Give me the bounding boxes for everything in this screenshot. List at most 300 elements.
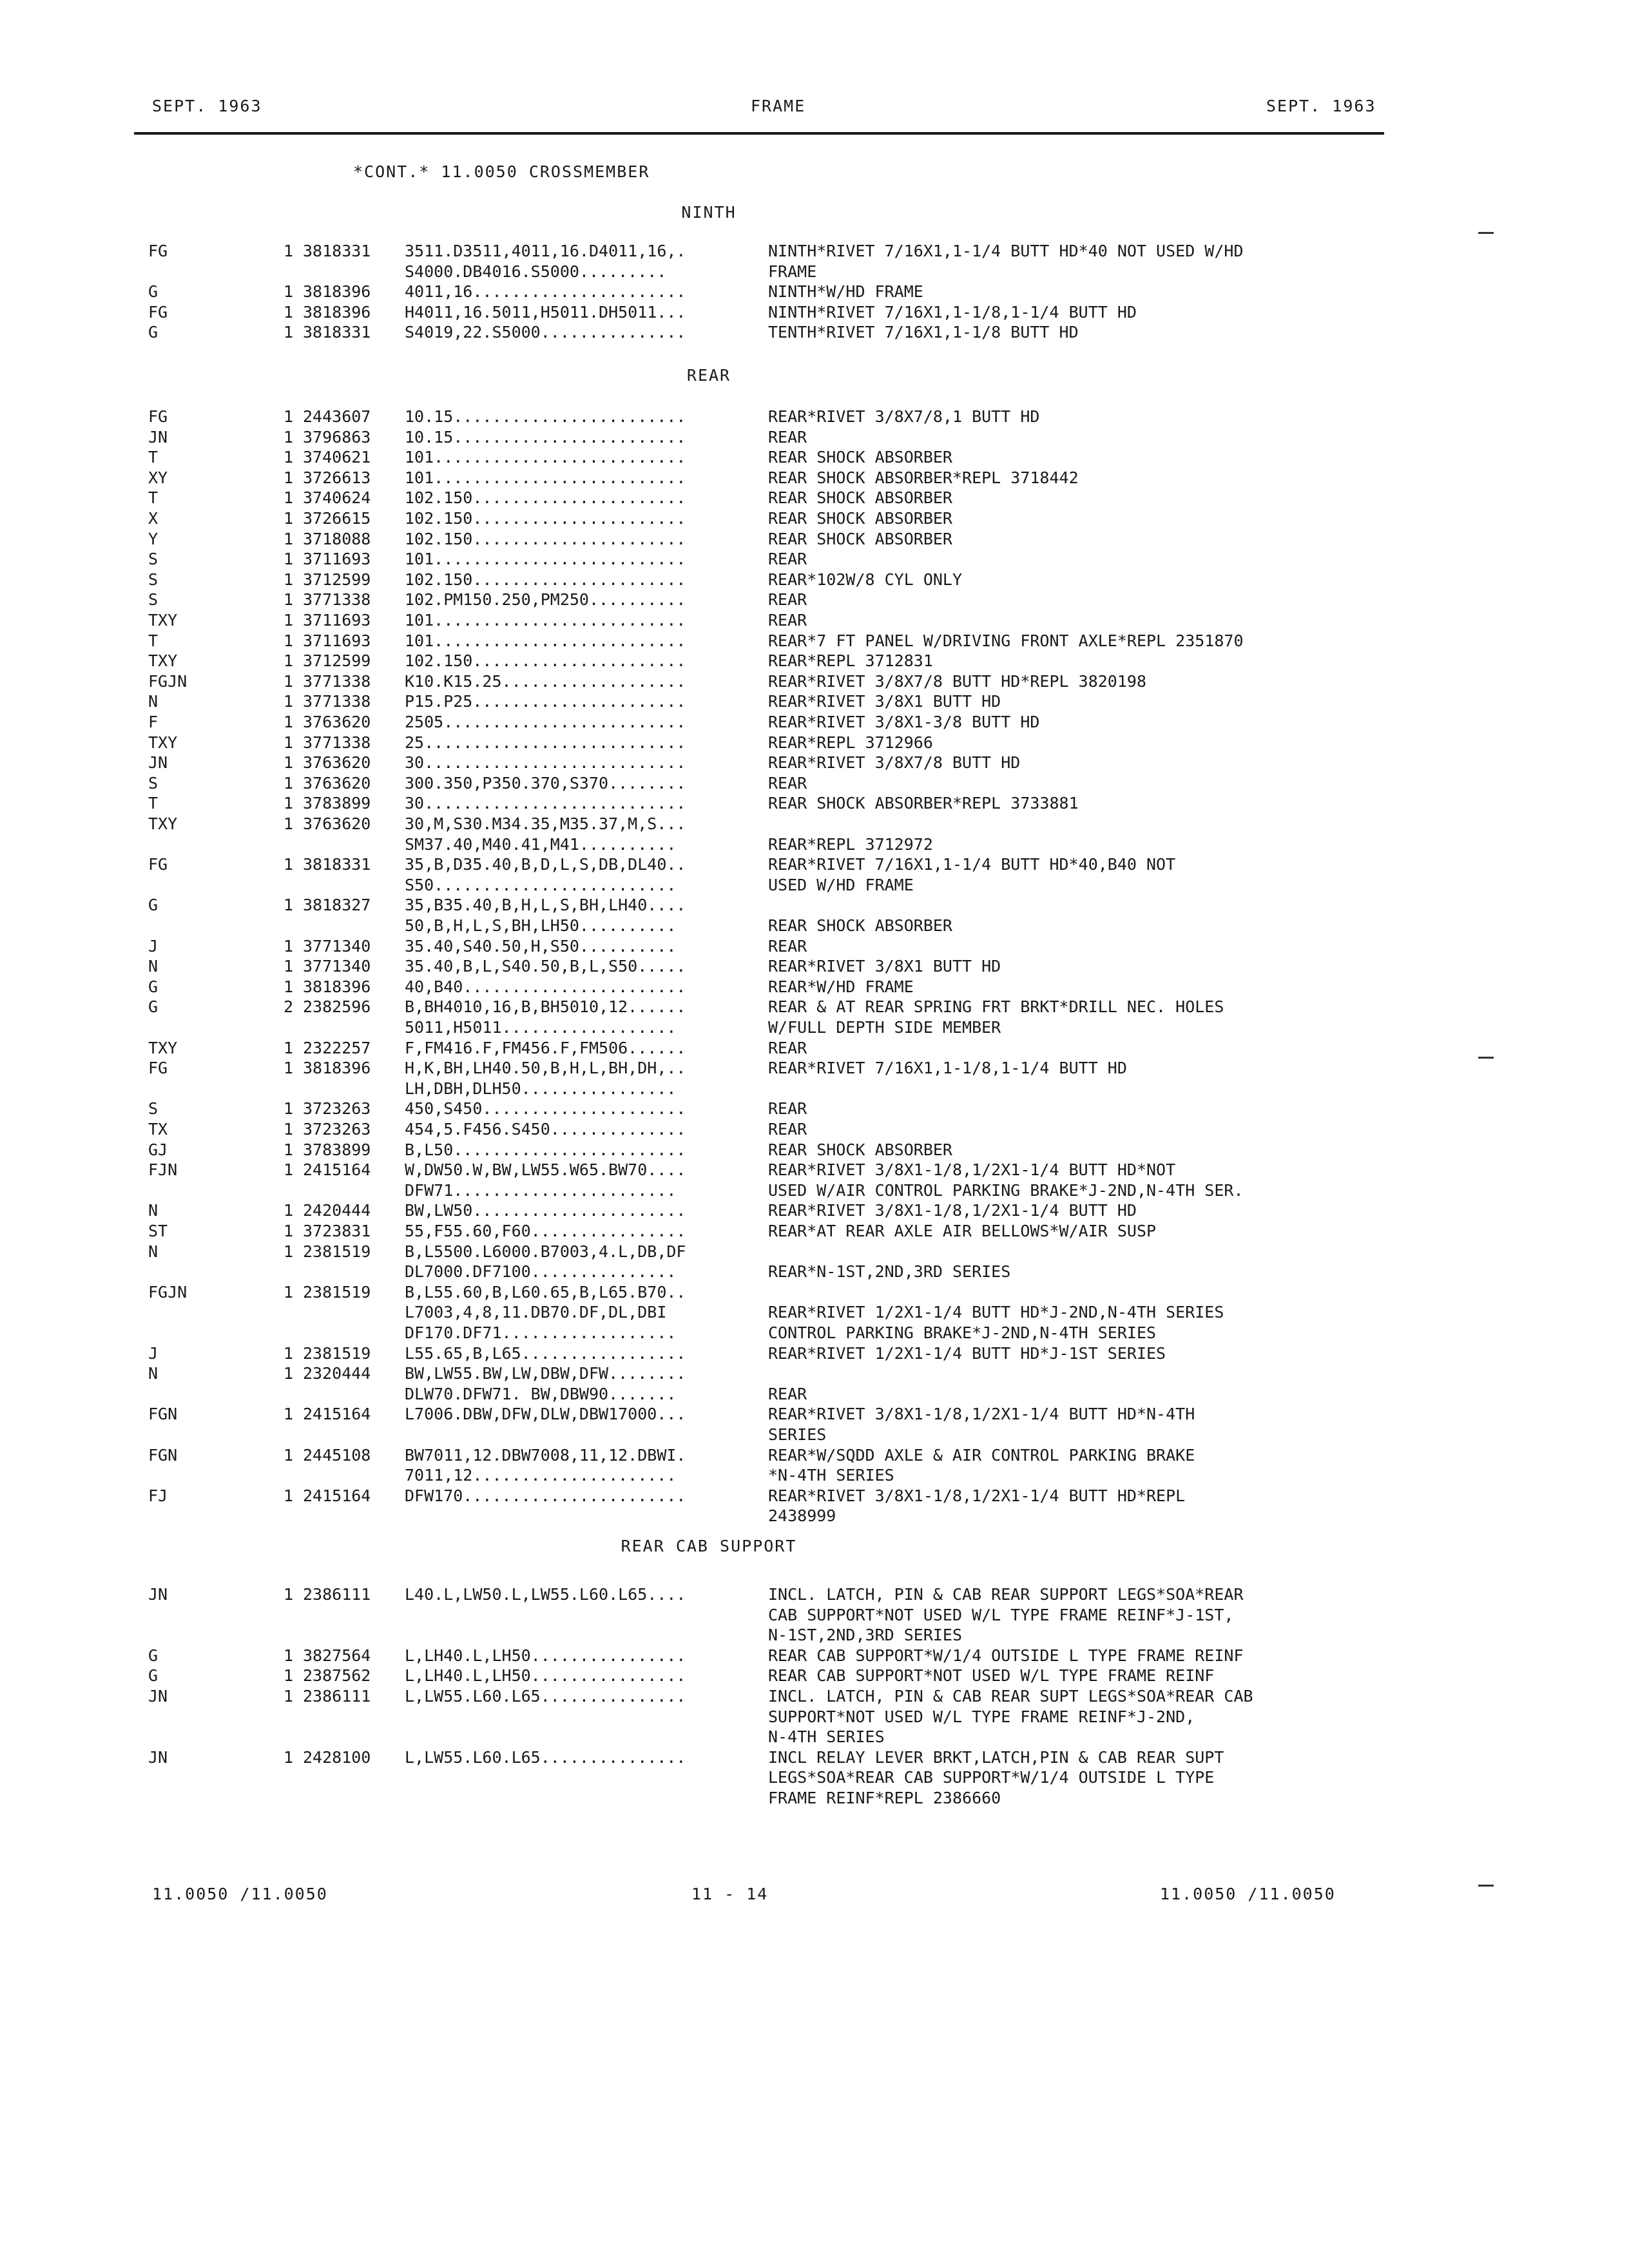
cell-part: 3818396 [303,282,371,302]
cell-app: L40.L,LW50.L,LW55.L60.L65.... [405,1585,686,1604]
table-row [0,590,1418,610]
cell-part: 3818331 [303,323,371,342]
cell-code: JN [148,1747,168,1767]
table-row [0,1666,1418,1686]
cell-desc: REAR*W/HD FRAME [768,977,914,996]
cell-app: 2505......................... [405,713,686,731]
cell-app: 25........................... [405,733,686,752]
cell-qty: 1 [284,814,294,833]
table-row [0,733,1418,753]
cell-part: 3818327 [303,896,371,915]
cell-part: 3771340 [303,957,371,976]
cell-desc: REAR SHOCK ABSORBER [768,1140,952,1159]
cell-app: B,BH4010,16,B,BH5010,12...... [405,997,686,1017]
cell-qty: 1 [284,242,294,260]
table-row [0,1506,1418,1526]
cell-qty: 1 [284,753,294,773]
table-row [0,1201,1418,1221]
cell-part: 3763620 [303,814,371,833]
cell-desc: REAR*RIVET 7/16X1,1-1/4 BUTT HD*40,B40 NOT [768,855,1176,874]
cell-desc: REAR*102W/8 CYL ONLY [768,570,963,589]
cell-qty: 1 [284,468,294,487]
cell-code: FG [148,242,168,260]
cell-part: 3723263 [303,1099,371,1119]
cell-desc: REAR*RIVET 3/8X1-1/8,1/2X1-1/4 BUTT HD*REPL [768,1486,1186,1505]
cell-code: G [148,1646,159,1665]
cell-app: 55,F55.60,F60................ [405,1222,686,1240]
table-row [0,448,1418,468]
table-row [0,468,1418,488]
cell-code: TXY [148,733,178,752]
table-row [0,1687,1418,1707]
table-row [0,1385,1418,1405]
cell-qty: 1 [284,1282,294,1302]
cell-desc: REAR*RIVET 3/8X1 BUTT HD [768,957,1001,976]
cell-desc: REAR [768,936,807,956]
cell-part: 3827564 [303,1646,371,1665]
cell-desc: LEGS*SOA*REAR CAB SUPPORT*W/1/4 OUTSIDE L TYPE [768,1768,1215,1787]
cell-desc: REAR*REPL 3712831 [768,651,933,671]
cell-desc: REAR SHOCK ABSORBER [768,448,952,467]
cell-code: FG [148,407,168,426]
cell-part: 3796863 [303,427,371,447]
cell-code: G [148,977,159,996]
cell-desc: REAR [768,1120,807,1139]
table-row [0,1222,1418,1242]
cell-part: 2415164 [303,1160,371,1180]
cell-desc: REAR*RIVET 3/8X7/8 BUTT HD [768,753,1021,773]
cell-part: 3818396 [303,977,371,996]
table-row [0,323,1418,343]
cell-app: 102.PM150.250,PM250.......... [405,590,686,610]
table-row [0,1405,1418,1425]
cell-code: G [148,896,159,915]
cell-desc: REAR*REPL 3712966 [768,733,933,752]
table-row [0,1140,1418,1160]
cell-desc: REAR*7 FT PANEL W/DRIVING FRONT AXLE*REPL 2351870 [768,631,1244,650]
cell-app: BW7011,12.DBW7008,11,12.DBWI. [405,1445,686,1465]
cell-code: X [148,509,159,528]
cell-part: 2428100 [303,1747,371,1767]
cell-code: FGJN [148,1282,188,1302]
cell-part: 3711693 [303,611,371,629]
table-row [0,1486,1418,1506]
table-row [0,1099,1418,1119]
cell-desc: REAR*RIVET 3/8X7/8,1 BUTT HD [768,407,1040,426]
cell-code: S [148,550,159,569]
cell-app: L,LH40.L,LH50................ [405,1646,686,1665]
cell-desc: REAR SHOCK ABSORBER*REPL 3733881 [768,794,1079,813]
cell-qty: 1 [284,529,294,548]
cell-app: BW,LW50...................... [405,1201,686,1220]
cell-app: BW,LW55.BW,LW,DBW,DFW........ [405,1364,686,1383]
cell-qty: 2 [284,997,294,1017]
table-row [0,1039,1418,1059]
cell-desc: 2438999 [768,1506,836,1526]
cell-code: N [148,957,159,976]
cell-code: J [148,1343,159,1363]
cell-desc: *N-4TH SERIES [768,1466,894,1485]
cell-app: S4000.DB4016.S5000......... [405,262,667,281]
cell-app: 101.......................... [405,468,686,487]
cell-qty: 1 [284,1445,294,1465]
cell-part: 3818331 [303,242,371,260]
cell-code: T [148,448,159,467]
cell-desc: REAR CAB SUPPORT*W/1/4 OUTSIDE L TYPE FRAME REINF [768,1646,1244,1665]
table-row [0,1323,1418,1343]
cell-qty: 1 [284,1666,294,1686]
table-row [0,488,1418,508]
page-number: 11 - 14 [691,1885,769,1903]
table-row [0,835,1418,855]
cell-code: N [148,1242,159,1261]
cell-qty: 1 [284,282,294,302]
cell-app: 40,B40....................... [405,977,686,996]
table-row [0,937,1418,957]
cell-qty: 1 [284,1646,294,1665]
cell-desc: REAR*RIVET 3/8X1-1/8,1/2X1-1/4 BUTT HD [768,1201,1137,1220]
cell-app: 102.150...................... [405,651,686,671]
cell-desc: REAR*W/SQDD AXLE & AIR CONTROL PARKING BRAKE [768,1445,1195,1465]
cell-qty: 1 [284,1059,294,1078]
cell-app: 35.40,S40.50,H,S50.......... [405,936,677,956]
cell-qty: 1 [284,1364,294,1383]
cell-desc: REAR [768,1099,807,1119]
table-row [0,428,1418,448]
cell-part: 2415164 [303,1405,371,1424]
cell-desc: REAR [768,611,807,629]
cell-part: 3763620 [303,753,371,773]
section-title: REAR CAB SUPPORT [621,1537,797,1555]
table-row [0,916,1418,936]
table-row [0,1283,1418,1303]
cell-app: L7003,4,8,11.DB70.DF,DL,DBI [405,1303,667,1322]
cell-part: 3726615 [303,509,371,528]
table-row [0,957,1418,977]
cell-code: TXY [148,651,178,671]
cell-app: H4011,16.5011,H5011.DH5011... [405,302,686,322]
cell-qty: 1 [284,1099,294,1119]
cell-code: J [148,936,159,956]
cell-qty: 1 [284,733,294,752]
cell-desc: CONTROL PARKING BRAKE*J-2ND,N-4TH SERIES [768,1323,1157,1342]
cell-code: S [148,773,159,793]
footer-ref-right: 11.0050 /11.0050 [1160,1885,1336,1903]
cell-part: 2386111 [303,1585,371,1604]
cell-desc: FRAME REINF*REPL 2386660 [768,1789,1001,1807]
table-row [0,876,1418,896]
table-row [0,1181,1418,1201]
cell-part: 2443607 [303,407,371,426]
table-row [0,1768,1418,1788]
cell-desc: REAR [768,773,807,793]
cell-code: TXY [148,1038,178,1057]
cell-desc: INCL. LATCH, PIN & CAB REAR SUPT LEGS*SOA*REAR CAB [768,1687,1253,1706]
cell-desc: USED W/HD FRAME [768,875,914,894]
cell-app: 102.150...................... [405,509,686,528]
cell-desc: USED W/AIR CONTROL PARKING BRAKE*J-2ND,N-4TH SER. [768,1180,1244,1200]
cell-code: G [148,282,159,302]
header-title: FRAME [751,97,806,115]
cell-code: TX [148,1120,168,1139]
cell-part: 2445108 [303,1445,371,1465]
cell-app: 101.......................... [405,611,686,629]
cell-code: T [148,794,159,813]
cell-app: H,K,BH,LH40.50,B,H,L,BH,DH,.. [405,1059,686,1078]
cell-part: 3711693 [303,631,371,650]
cell-qty: 1 [284,1120,294,1139]
cell-desc: REAR*RIVET 7/16X1,1-1/8,1-1/4 BUTT HD [768,1059,1127,1078]
cell-desc: W/FULL DEPTH SIDE MEMBER [768,1018,1001,1037]
cell-qty: 1 [284,1585,294,1604]
cell-part: 3771338 [303,733,371,752]
cell-app: 101.......................... [405,631,686,650]
cell-qty: 1 [284,323,294,342]
cell-app: 5011,H5011.................. [405,1018,677,1037]
table-row [0,1344,1418,1364]
cell-app: L7006.DBW,DFW,DLW,DBW17000... [405,1405,686,1424]
cell-desc: REAR*RIVET 3/8X7/8 BUTT HD*REPL 3820198 [768,671,1146,691]
cell-qty: 1 [284,1201,294,1220]
cell-code: TXY [148,814,178,833]
table-row [0,407,1418,427]
table-row [0,1789,1418,1809]
cell-qty: 1 [284,407,294,426]
table-row [0,611,1418,631]
table-row [0,550,1418,570]
cell-code: Y [148,529,159,548]
cell-desc: REAR*RIVET 1/2X1-1/4 BUTT HD*J-2ND,N-4TH SERIES [768,1303,1224,1322]
table-row [0,1446,1418,1466]
cell-qty: 1 [284,936,294,956]
cell-desc: CAB SUPPORT*NOT USED W/L TYPE FRAME REINF*J-1ST, [768,1605,1234,1624]
cell-app: 101.......................... [405,448,686,467]
cell-part: 3740621 [303,448,371,467]
table-row [0,1120,1418,1140]
cell-part: 3783899 [303,1140,371,1159]
table-row [0,977,1418,997]
cell-qty: 1 [284,1140,294,1159]
cell-app: 300.350,P350.370,S370........ [405,773,686,793]
cell-code: JN [148,1585,168,1604]
cell-code: FJ [148,1486,168,1505]
section-title: NINTH [681,203,737,222]
cell-desc: REAR [768,427,807,447]
table-row [0,774,1418,794]
cell-desc: SERIES [768,1425,827,1444]
cell-app: 450,S450..................... [405,1099,686,1119]
cell-code: N [148,692,159,711]
cell-app: 10.15........................ [405,427,686,447]
table-row [0,530,1418,550]
cell-code: FG [148,1059,168,1078]
cell-code: TXY [148,611,178,629]
cell-desc: REAR SHOCK ABSORBER [768,916,952,935]
cell-app: 454,5.F456.S450.............. [405,1120,686,1139]
cell-desc: REAR [768,550,807,569]
cell-code: XY [148,468,168,487]
cell-app: DFW71....................... [405,1180,677,1200]
continuation-heading: *CONT.* 11.0050 CROSSMEMBER [353,162,650,181]
table-row [0,1364,1418,1384]
cell-app: 30........................... [405,753,686,773]
table-row [0,1242,1418,1262]
table-row [0,1646,1418,1666]
cell-desc: N-4TH SERIES [768,1727,885,1747]
cell-qty: 1 [284,509,294,528]
cell-code: JN [148,427,168,447]
cell-part: 2386111 [303,1687,371,1706]
cell-desc: REAR*REPL 3712972 [768,834,933,854]
cell-desc: INCL. LATCH, PIN & CAB REAR SUPPORT LEGS*SOA*REAR [768,1585,1244,1604]
cell-app: 10.15........................ [405,407,686,426]
cell-app: F,FM416.F,FM456.F,FM506...... [405,1038,686,1057]
cell-code: JN [148,753,168,773]
cell-part: 3723831 [303,1222,371,1240]
cell-part: 2382596 [303,997,371,1017]
cell-app: 30........................... [405,794,686,813]
cell-app: 3511.D3511,4011,16.D4011,16,. [405,242,686,260]
cell-desc: NINTH*RIVET 7/16X1,1-1/8,1-1/4 BUTT HD [768,302,1137,322]
cell-app: K10.K15.25................... [405,671,686,691]
table-row [0,997,1418,1017]
cell-code: ST [148,1222,168,1240]
table-row [0,303,1418,323]
cell-app: B,L5500.L6000.B7003,4.L,DB,DF [405,1242,686,1261]
cell-desc: REAR*RIVET 3/8X1-1/8,1/2X1-1/4 BUTT HD*NOT [768,1160,1176,1180]
cell-part: 2322257 [303,1038,371,1057]
margin-mark [1478,1885,1494,1887]
cell-desc: REAR SHOCK ABSORBER [768,529,952,548]
cell-qty: 1 [284,550,294,569]
cell-part: 3740624 [303,488,371,508]
cell-app: DFW170....................... [405,1486,686,1505]
table-row [0,672,1418,692]
cell-qty: 1 [284,896,294,915]
table-row [0,1079,1418,1099]
cell-app: L,LW55.L60.L65............... [405,1687,686,1706]
cell-qty: 1 [284,794,294,813]
cell-qty: 1 [284,692,294,711]
header-date-right: SEPT. 1963 [1266,97,1376,115]
cell-desc: REAR SHOCK ABSORBER [768,488,952,508]
cell-qty: 1 [284,1242,294,1261]
table-row [0,1585,1418,1605]
cell-part: 2381519 [303,1343,371,1363]
cell-app: S4019,22.S5000............... [405,323,686,342]
table-row [0,1466,1418,1486]
cell-qty: 1 [284,448,294,467]
cell-app: 102.150...................... [405,570,686,589]
cell-qty: 1 [284,611,294,629]
cell-desc: REAR SHOCK ABSORBER [768,509,952,528]
cell-desc: REAR [768,1038,807,1057]
cell-app: LH,DBH,DLH50................ [405,1079,677,1098]
table-row [0,1059,1418,1079]
cell-app: L,LH40.L,LH50................ [405,1666,686,1686]
cell-app: 102.150...................... [405,488,686,508]
table-row [0,855,1418,875]
cell-app: L,LW55.L60.L65............... [405,1747,686,1767]
cell-part: 3723263 [303,1120,371,1139]
cell-app: 35,B35.40,B,H,L,S,BH,LH40.... [405,896,686,915]
table-row [0,282,1418,302]
cell-qty: 1 [284,773,294,793]
cell-part: 3818331 [303,855,371,874]
cell-desc: REAR*RIVET 3/8X1 BUTT HD [768,692,1001,711]
cell-desc: NINTH*RIVET 7/16X1,1-1/4 BUTT HD*40 NOT USED W/HD [768,242,1244,260]
cell-app: 102.150...................... [405,529,686,548]
cell-app: B,L55.60,B,L60.65,B,L65.B70.. [405,1282,686,1302]
cell-code: S [148,1099,159,1119]
cell-qty: 1 [284,1160,294,1180]
cell-desc: FRAME [768,262,817,281]
table-row [0,262,1418,282]
table-row [0,1606,1418,1626]
cell-app: 4011,16...................... [405,282,686,302]
table-row [0,509,1418,529]
cell-desc: REAR [768,1384,807,1403]
cell-qty: 1 [284,590,294,610]
table-row [0,1303,1418,1323]
cell-code: JN [148,1687,168,1706]
cell-app: 101.......................... [405,550,686,569]
cell-code: G [148,323,159,342]
cell-desc: TENTH*RIVET 7/16X1,1-1/8 BUTT HD [768,323,1079,342]
table-row [0,713,1418,733]
cell-qty: 1 [284,570,294,589]
cell-qty: 1 [284,1343,294,1363]
cell-app: B,L50........................ [405,1140,686,1159]
cell-code: GJ [148,1140,168,1159]
cell-app: L55.65,B,L65................. [405,1343,686,1363]
cell-desc: REAR CAB SUPPORT*NOT USED W/L TYPE FRAME REINF [768,1666,1215,1686]
cell-code: N [148,1201,159,1220]
table-row [0,1160,1418,1180]
cell-part: 3712599 [303,651,371,671]
cell-part: 3818396 [303,1059,371,1078]
footer-ref-left: 11.0050 /11.0050 [152,1885,328,1903]
cell-app: DF170.DF71.................. [405,1323,677,1342]
cell-qty: 1 [284,713,294,731]
cell-code: T [148,631,159,650]
table-row [0,1727,1418,1747]
cell-code: S [148,570,159,589]
cell-code: N [148,1364,159,1383]
cell-part: 3771338 [303,692,371,711]
cell-desc: REAR*AT REAR AXLE AIR BELLOWS*W/AIR SUSP [768,1222,1157,1240]
cell-code: FG [148,855,168,874]
cell-desc: NINTH*W/HD FRAME [768,282,923,302]
cell-part: 3763620 [303,773,371,793]
table-row [0,1262,1418,1282]
table-row [0,631,1418,651]
cell-part: 2415164 [303,1486,371,1505]
table-row [0,753,1418,773]
cell-app: 7011,12..................... [405,1466,677,1485]
cell-desc: N-1ST,2ND,3RD SERIES [768,1626,963,1645]
cell-part: 2381519 [303,1282,371,1302]
cell-part: 3771340 [303,936,371,956]
table-row [0,570,1418,590]
cell-part: 3711693 [303,550,371,569]
cell-part: 3712599 [303,570,371,589]
cell-app: DL7000.DF7100............... [405,1262,677,1282]
cell-code: FG [148,302,168,322]
cell-qty: 1 [284,427,294,447]
margin-mark [1478,1057,1494,1059]
table-row [0,242,1418,262]
